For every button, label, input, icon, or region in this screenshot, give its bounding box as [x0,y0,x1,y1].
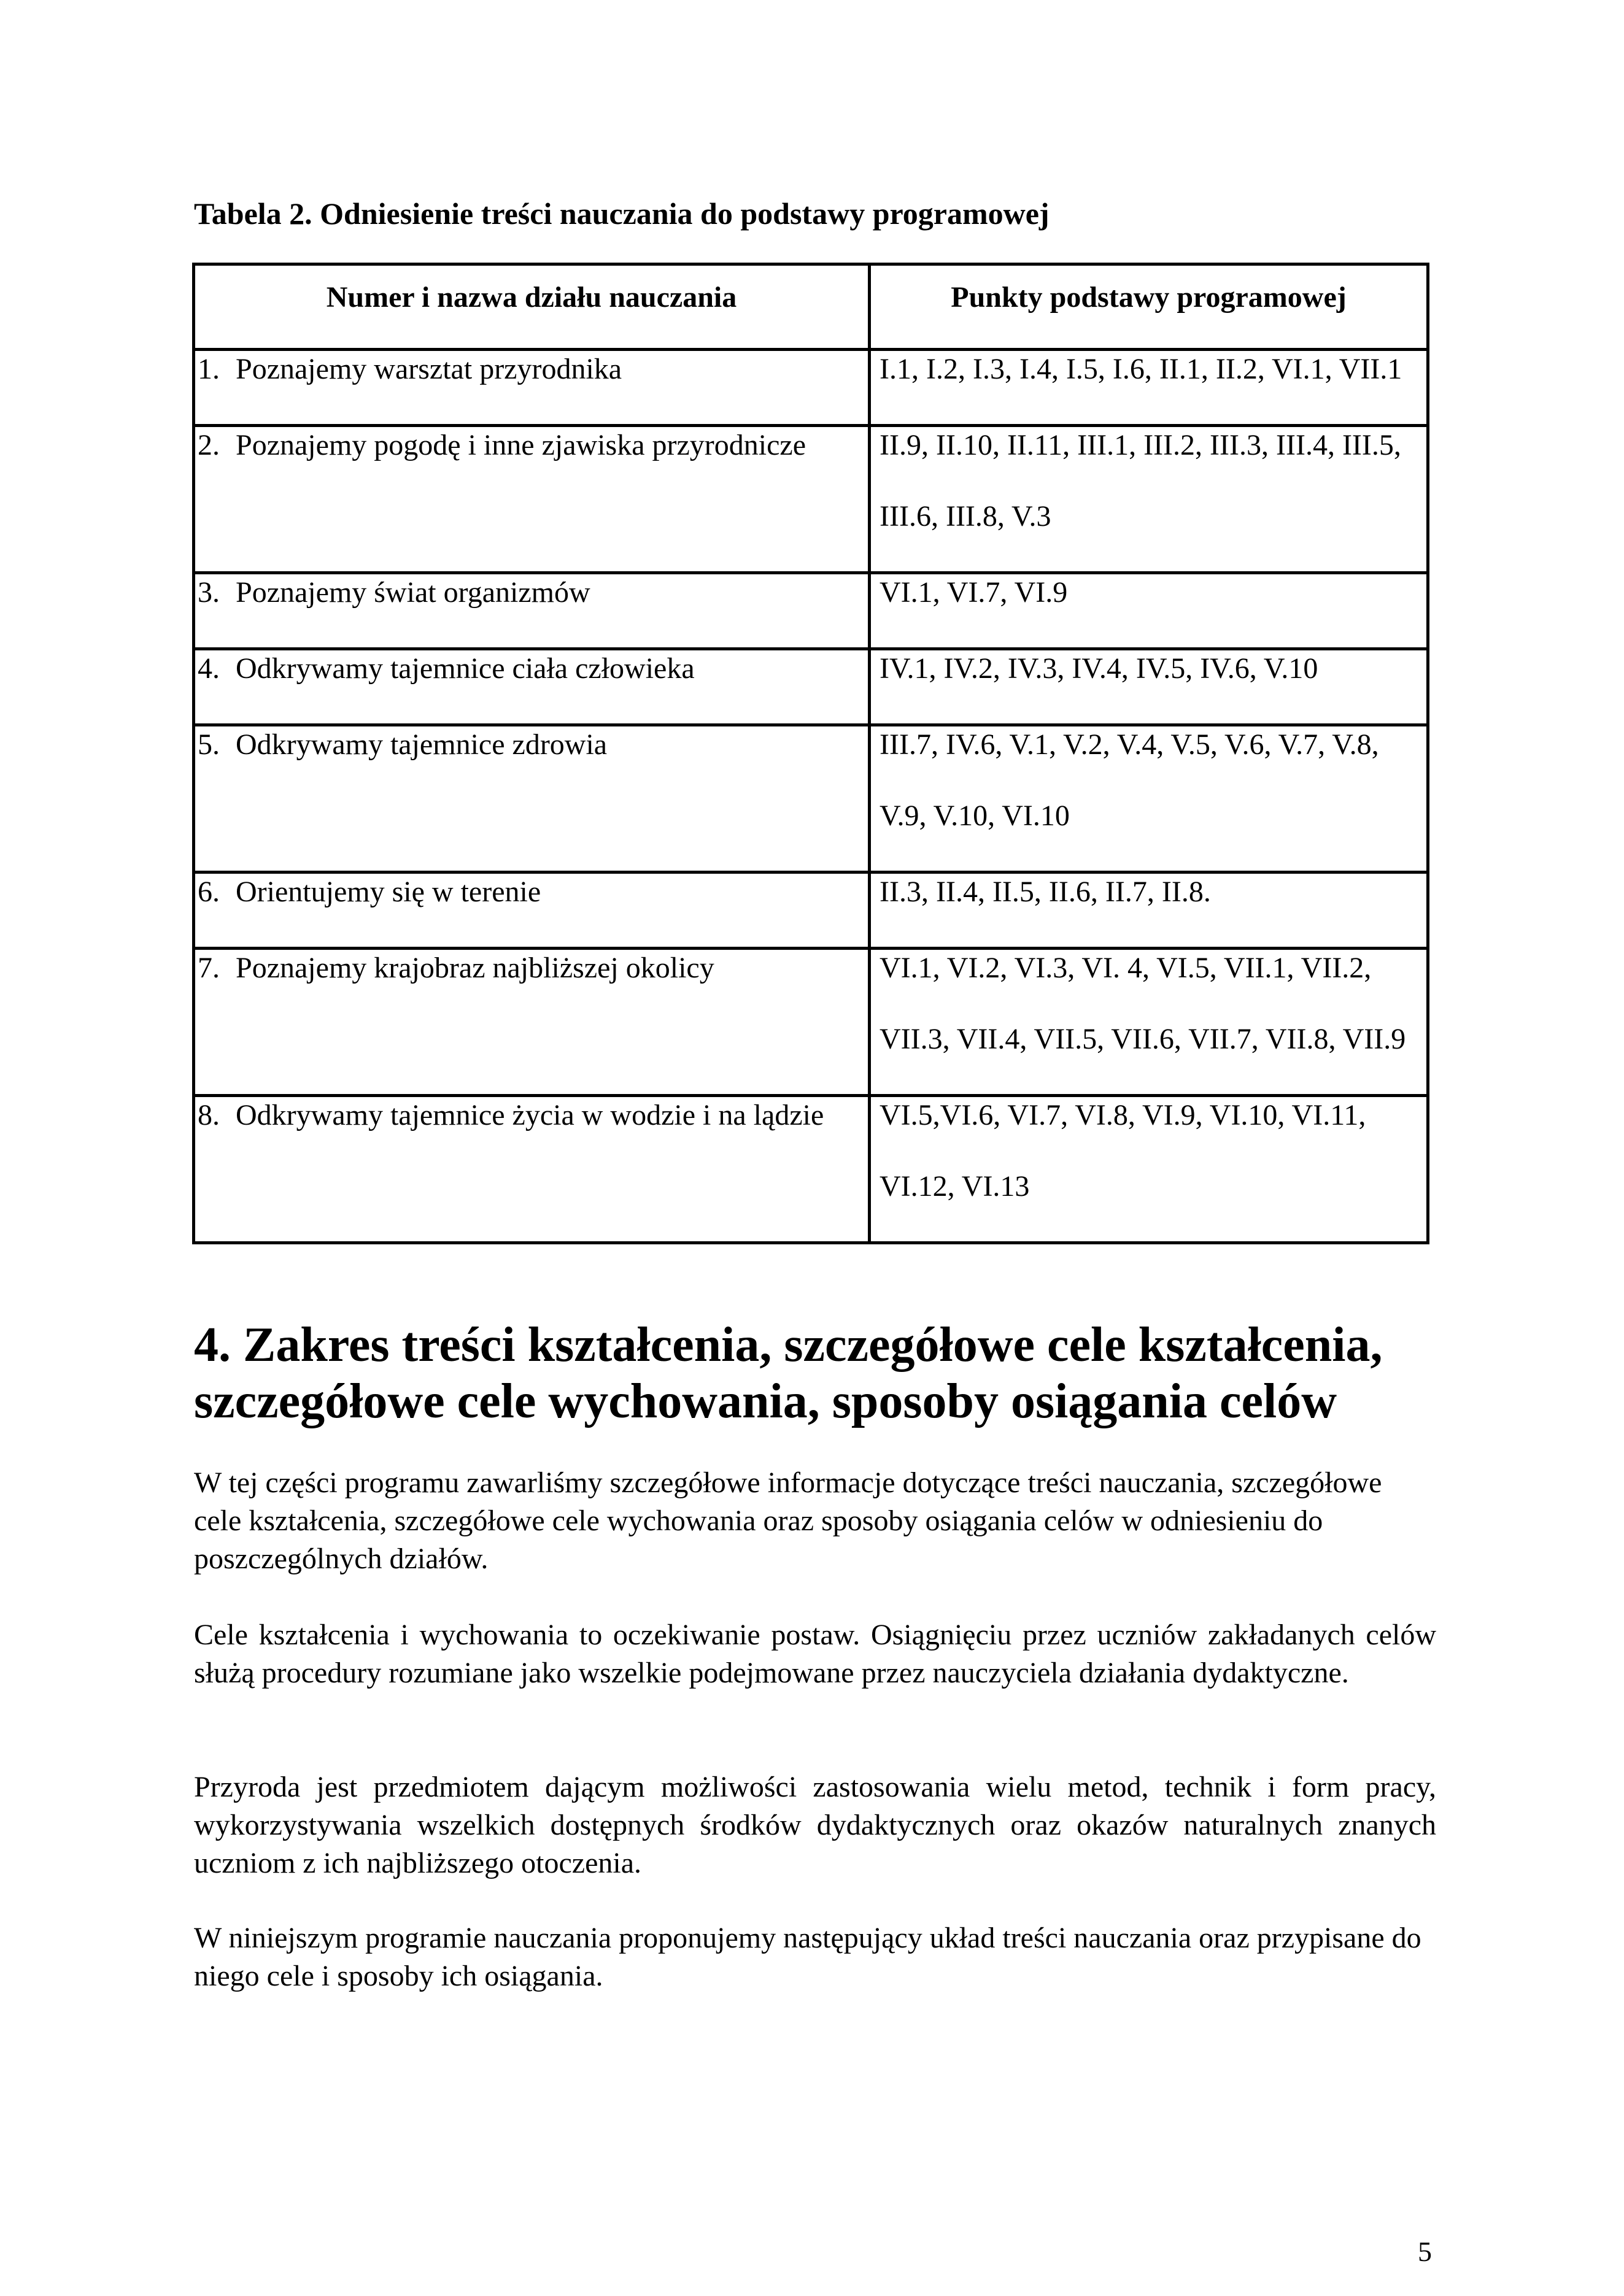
points-value: I.1, I.2, I.3, I.4, I.5, I.6, II.1, II.2, VI.1, VII.1 [880,353,1402,385]
row-number: 1. [198,353,220,385]
table-row [194,426,1428,573]
paragraph-goals: Cele kształcenia i wychowania to oczekiwanie postaw. Osiągnięciu przez uczniów zakładanych celów służą procedury rozumiane jako wszelkie podejmowane przez nauczyciela działania dydaktyczne. [194,1619,1436,1689]
column-header-section: Numer i nazwa działu nauczania [194,264,870,350]
points-value: VI.1, VI.7, VI.9 [880,576,1068,609]
points-value: II.3, II.4, II.5, II.6, II.7, II.8. [880,876,1211,908]
section-name: Poznajemy pogodę i inne zjawiska przyrodnicze [236,429,806,461]
section-cell [194,1096,870,1243]
section-cell [194,949,870,1096]
points-value: IV.1, IV.2, IV.3, IV.4, IV.5, IV.6, V.10 [880,652,1318,685]
points-value: II.9, II.10, II.11, III.1, III.2, III.3, III.4, III.5, III.6, III.8, V.3 [880,429,1401,533]
section-cell [194,725,870,873]
section-name: Orientujemy się w terenie [236,876,541,908]
points-cell [870,725,1428,873]
table-row [194,949,1428,1096]
section-name: Odkrywamy tajemnice życia w wodzie i na lądzie [236,1099,824,1131]
page-number: 5 [1418,2236,1432,2267]
section-name: Poznajemy krajobraz najbliższej okolicy [236,952,714,984]
section-name: Odkrywamy tajemnice ciała człowieka [236,652,695,685]
curriculum-reference-table [192,263,1429,1244]
points-value: VI.5,VI.6, VI.7, VI.8, VI.9, VI.10, VI.11, VI.12, VI.13 [880,1099,1366,1203]
section-name: Poznajemy warsztat przyrodnika [236,353,622,385]
paragraph-layout: W niniejszym programie nauczania proponujemy następujący układ treści nauczania oraz przypisane do niego cele i sposoby ich osiągania. [194,1922,1421,1992]
row-number: 4. [198,652,220,685]
section-name: Odkrywamy tajemnice zdrowia [236,728,608,761]
points-value: VI.1, VI.2, VI.3, VI. 4, VI.5, VII.1, VII.2, VII.3, VII.4, VII.5, VII.6, VII.7, VII.8, VII.9 [880,952,1406,1055]
table-row [194,1096,1428,1243]
points-value: III.7, IV.6, V.1, V.2, V.4, V.5, V.6, V.7, V.8, V.9, V.10, VI.10 [880,728,1379,832]
paragraph-methods: Przyroda jest przedmiotem dającym możliwości zastosowania wielu metod, technik i form pracy, wykorzystywania wszelkich dostępnych środków dydaktycznych oraz okazów naturalnych znanych uczniom z ich najbliższego otoczenia. [194,1771,1436,1879]
column-header-points: Punkty podstawy programowej [870,264,1428,350]
row-number: 2. [198,429,220,461]
row-number: 5. [198,728,220,761]
points-cell [870,949,1428,1096]
row-number: 8. [198,1099,220,1131]
row-number: 7. [198,952,220,984]
section-heading: 4. Zakres treści kształcenia, szczegółowe cele kształcenia, szczegółowe cele wychowania, sposoby osiągania celów [194,1318,1383,1428]
section-cell [194,426,870,573]
table-caption: Tabela 2. Odniesienie treści nauczania do podstawy programowej [194,196,1050,231]
paragraph-intro: W tej części programu zawarliśmy szczegółowe informacje dotyczące treści nauczania, szczegółowe cele kształcenia, szczegółowe cele wychowania oraz sposoby osiągania celów w odniesieniu do poszczególnych działów. [194,1466,1382,1575]
points-cell [870,1096,1428,1243]
points-cell [870,426,1428,573]
table-row [194,725,1428,873]
row-number: 3. [198,576,220,609]
section-name: Poznajemy świat organizmów [236,576,590,609]
row-number: 6. [198,876,220,908]
